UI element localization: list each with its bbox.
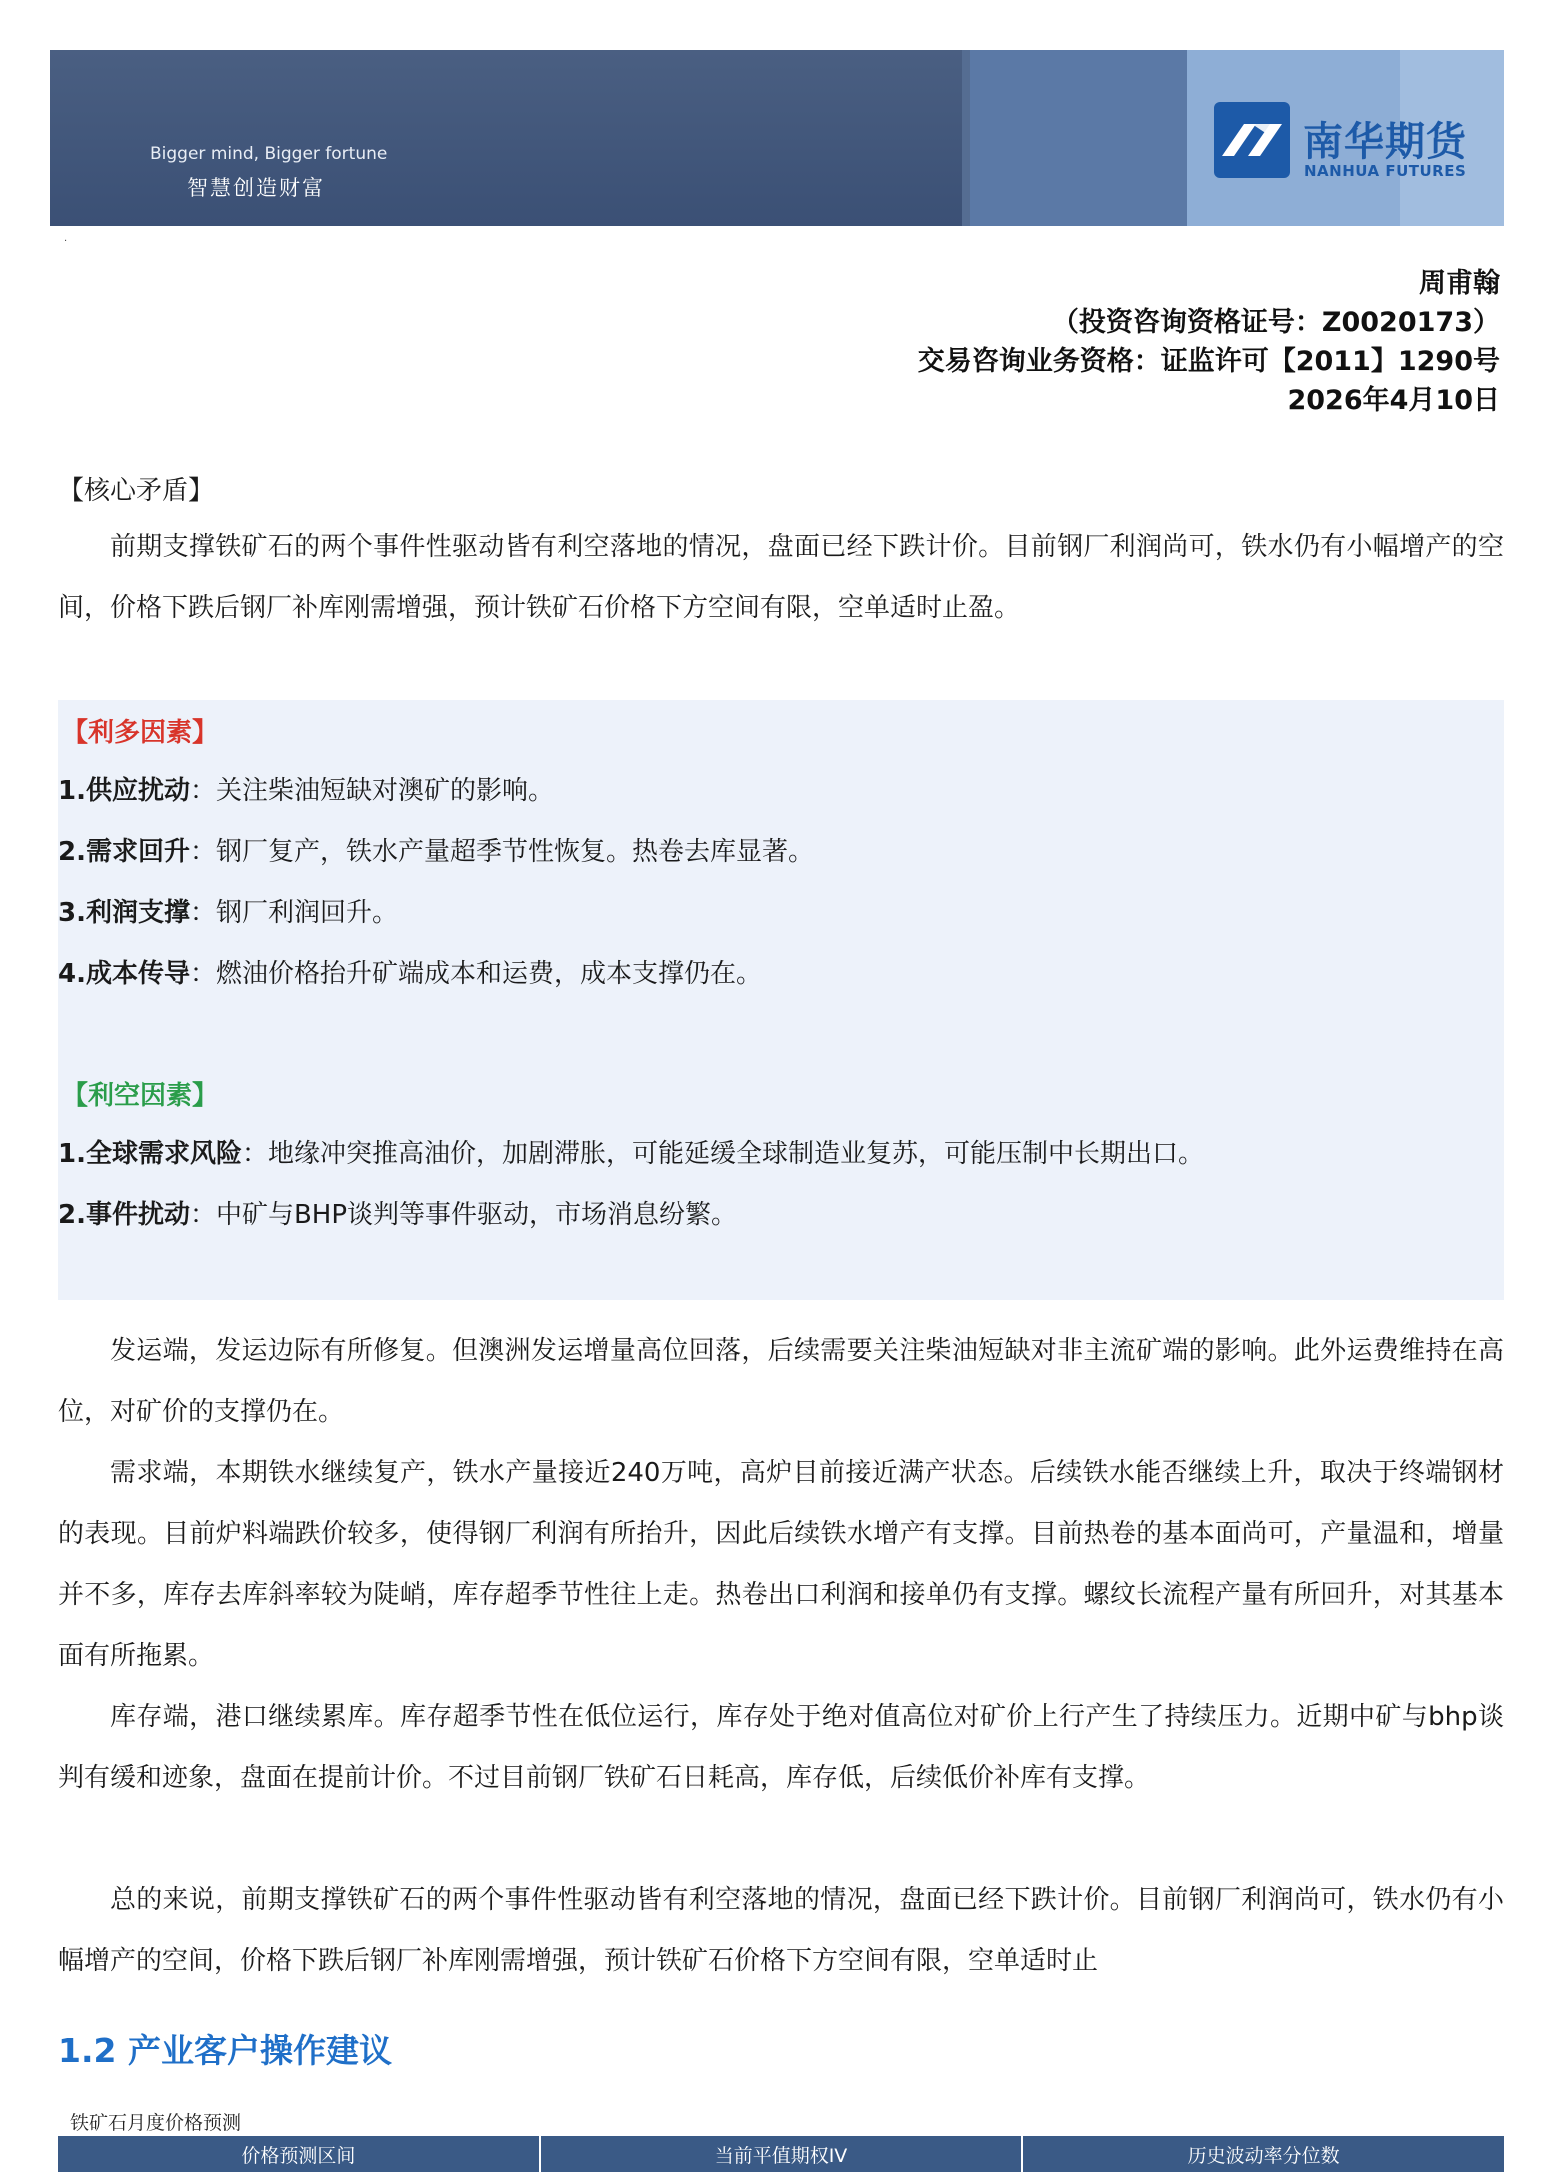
banner-band-mid bbox=[970, 50, 1187, 226]
header-banner bbox=[50, 50, 1504, 226]
stray-dot: · bbox=[64, 236, 68, 247]
section-title: 1.2 产业客户操作建议 bbox=[58, 2031, 392, 2070]
bullish-item-text: ：燃油价格抬升矿端成本和运费，成本支撑仍在。 bbox=[189, 959, 762, 989]
bullish-item-label: 2.需求回升 bbox=[58, 837, 190, 867]
table-header-cell: 当前平值期权IV bbox=[541, 2136, 1024, 2172]
bullish-item bbox=[58, 831, 814, 868]
table-header-cell: 价格预测区间 bbox=[58, 2136, 541, 2172]
bullish-item-text: ：钢厂复产，铁水产量超季节性恢复。热卷去库显著。 bbox=[189, 837, 814, 867]
shipping-paragraph: 发运端，发运边际有所修复。但澳洲发运增量高位回落，后续需要关注柴油短缺对非主流矿端的影响。此外运费维持在高位，对矿价的支撑仍在。 bbox=[58, 1336, 1504, 1427]
bullish-item-text: ：关注柴油短缺对澳矿的影响。 bbox=[189, 776, 554, 806]
bullish-item bbox=[58, 892, 398, 929]
bullish-item-label: 1.供应扰动 bbox=[58, 776, 190, 806]
summary-paragraph: 总的来说，前期支撑铁矿石的两个事件性驱动皆有利空落地的情况，盘面已经下跌计价。目前钢厂利润尚可，铁水仍有小幅增产的空间，价格下跌后钢厂补库刚需增强，预计铁矿石价格下方空间有限，空单适时止 bbox=[58, 1885, 1504, 1976]
tagline-chinese: 智慧创造财富 bbox=[187, 176, 325, 200]
logo-text-chinese: 南华期货 bbox=[1303, 119, 1467, 165]
logo-text-english: NANHUA FUTURES bbox=[1304, 162, 1467, 180]
banner-divider bbox=[962, 50, 970, 226]
bearish-item-text: ：地缘冲突推高油价，加剧滞胀，可能延缓全球制造业复苏，可能压制中长期出口。 bbox=[241, 1139, 1204, 1169]
table-header-cell: 历史波动率分位数 bbox=[1187, 2145, 1340, 2167]
demand-paragraph: 需求端，本期铁水继续复产，铁水产量接近240万吨，高炉目前接近满产状态。后续铁水能否继续上升，取决于终端钢材的表现。目前炉料端跌价较多，使得钢厂利润有所抬升，因此后续铁水增产有支撑。目前热卷的基本面尚可，产量温和，增量并不多，库存去库斜率较为陡峭，库存超季节性往上走。热卷出口利润和接单仍有支撑。螺纹长流程产量有所回升，对其基本面有所拖累。 bbox=[58, 1458, 1504, 1671]
bullish-item-text: ：钢厂利润回升。 bbox=[189, 898, 398, 928]
core-title: 【核心矛盾】 bbox=[58, 476, 215, 506]
bearish-item-text: ：中矿与BHP谈判等事件驱动，市场消息纷繁。 bbox=[189, 1200, 738, 1230]
author-name: 周甫翰 bbox=[1419, 268, 1500, 299]
bullish-item-label: 3.利润支撑 bbox=[58, 898, 190, 928]
bearish-item bbox=[58, 1194, 737, 1231]
nanhua-logo-icon bbox=[1214, 102, 1290, 178]
bullish-item bbox=[58, 953, 762, 990]
core-paragraph: 前期支撑铁矿石的两个事件性驱动皆有利空落地的情况，盘面已经下跌计价。目前钢厂利润尚可，铁水仍有小幅增产的空间，价格下跌后钢厂补库刚需增强，预计铁矿石价格下方空间有限，空单适时止盈。 bbox=[58, 532, 1504, 623]
bearish-item-label: 2.事件扰动 bbox=[58, 1200, 190, 1230]
bearish-title: 【利空因素】 bbox=[62, 1081, 219, 1111]
author-qualification: 交易咨询业务资格：证监许可【2011】1290号 bbox=[917, 346, 1500, 377]
bearish-item-label: 1.全球需求风险 bbox=[58, 1139, 242, 1169]
inventory-paragraph: 库存端，港口继续累库。库存超季节性在低位运行，库存处于绝对值高位对矿价上行产生了持续压力。近期中矿与bhp谈判有缓和迹象，盘面在提前计价。不过目前钢厂铁矿石日耗高，库存低，后续低价补库有支撑。 bbox=[58, 1702, 1504, 1793]
table-header-row bbox=[58, 2136, 1504, 2172]
author-license: （投资咨询资格证号：Z0020173） bbox=[1051, 307, 1500, 338]
report-date: 2026年4月10日 bbox=[1287, 385, 1500, 416]
bearish-item bbox=[58, 1133, 1204, 1170]
bullish-title: 【利多因素】 bbox=[62, 718, 219, 748]
bullish-item bbox=[58, 770, 554, 807]
bullish-item-label: 4.成本传导 bbox=[58, 959, 190, 989]
tagline-english: Bigger mind, Bigger fortune bbox=[150, 144, 388, 164]
author-block bbox=[918, 264, 1500, 420]
table-caption: 铁矿石月度价格预测 bbox=[70, 2112, 242, 2134]
